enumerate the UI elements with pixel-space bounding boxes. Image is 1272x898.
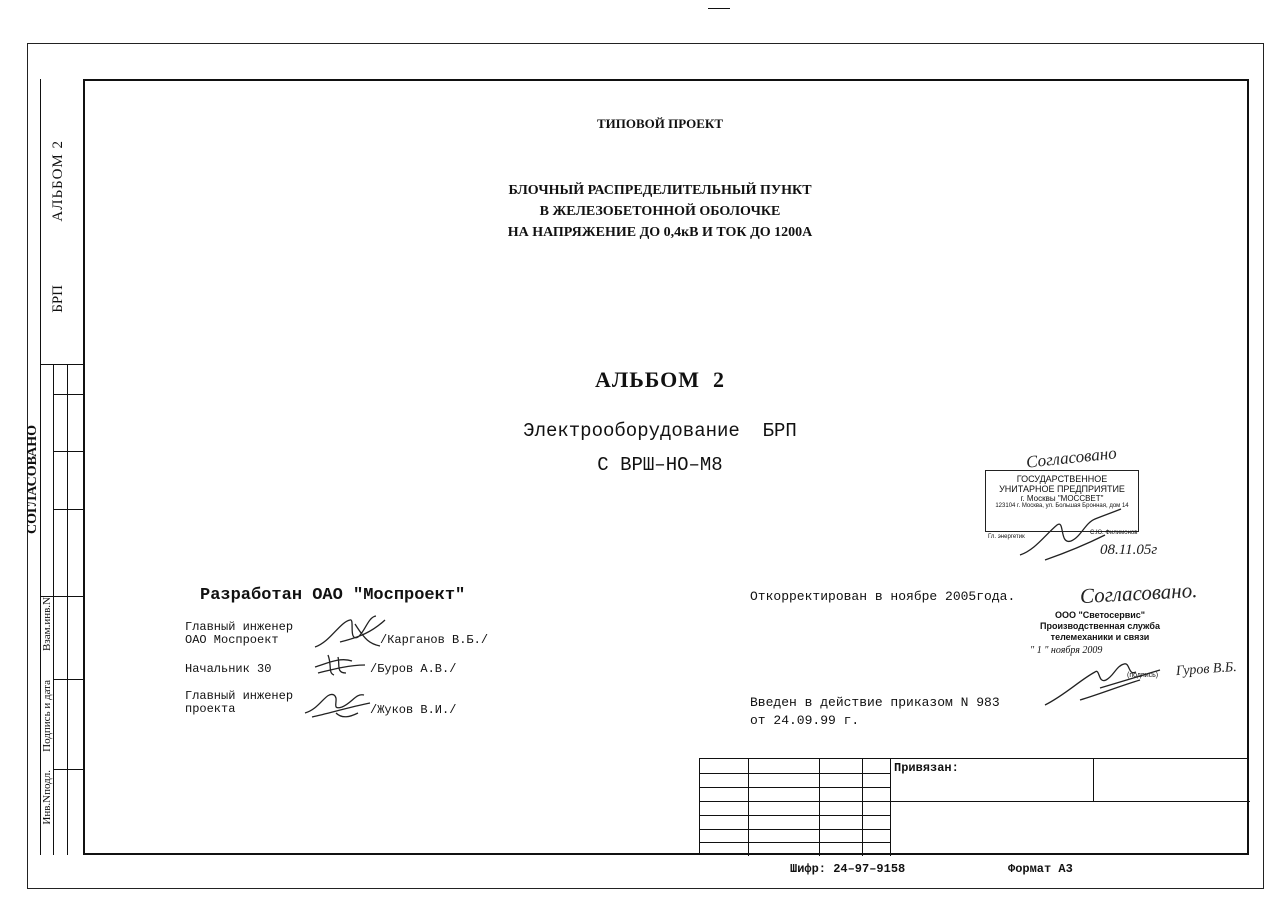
signature-burov xyxy=(310,651,370,679)
side-replace-label: Взам.инв.N xyxy=(41,597,53,651)
developer-role-1: Главный инженер ОАО Моспроект xyxy=(185,620,294,647)
side-sign-date-label: Подпись и дата xyxy=(41,680,53,752)
title-line-3: НА НАПРЯЖЕНИЕ ДО 0,4кВ И ТОК ДО 1200А xyxy=(507,225,813,240)
format-label: Формат А3 xyxy=(1008,862,1073,876)
signature-stamp-2 xyxy=(1040,650,1180,710)
bound-label: Привязан: xyxy=(894,761,959,775)
stamp-svetoservis-line-2: Производственная служба xyxy=(1040,621,1160,631)
stamp-mossvet-line-2: УНИТАРНОЕ ПРЕДПРИЯТИЕ xyxy=(999,484,1125,494)
album-title: АЛЬБОМ 2 xyxy=(594,367,726,392)
order-line-1: Введен в действие приказом N 983 xyxy=(750,695,1000,710)
stamp-svetoservis-line-1: ООО "Светосервис" xyxy=(1054,610,1146,620)
side-brp-label: БРП xyxy=(50,285,66,313)
stamp-mossvet-line-3: г. Москвы "МОССВЕТ" xyxy=(1020,494,1104,503)
document-type-label: ТИПОВОЙ ПРОЕКТ xyxy=(596,116,723,131)
stamp-mossvet-line-5: Гл. энергетик xyxy=(988,534,1025,540)
side-agreed-label: СОГЛАСОВАНО xyxy=(25,425,40,534)
signature-stamp-1 xyxy=(1015,505,1125,565)
order-line-2: от 24.09.99 г. xyxy=(750,713,860,728)
stamp-svetoservis-sign-caption: (подпись) xyxy=(1127,672,1159,679)
stamp-svetoservis xyxy=(1025,610,1175,643)
top-tick-mark xyxy=(708,8,730,9)
stamp-mossvet-line-1: ГОСУДАРСТВЕННОЕ xyxy=(1016,474,1108,484)
developer-name-2: /Буров А.В./ xyxy=(370,662,457,676)
album-subtitle-1: Электрооборудование БРП xyxy=(523,420,797,442)
handwritten-agreed-2: Согласовано. xyxy=(1079,577,1198,609)
developer-name-3: /Жуков В.И./ xyxy=(370,703,457,717)
side-inv-label: Инв.Nподл. xyxy=(41,770,53,825)
title-block xyxy=(699,758,1249,855)
handwritten-date-2: " 1 " ноября 2009 xyxy=(1030,645,1103,656)
developer-role-2: Начальник 30 xyxy=(185,662,272,676)
side-album-label: АЛЬБОМ 2 xyxy=(50,140,66,222)
handwritten-surname: Гуров В.Б. xyxy=(1175,659,1238,680)
corrected-note: Откорректирован в ноябре 2005года. xyxy=(750,589,1016,604)
developer-role-3: Главный инженер проекта xyxy=(185,689,294,716)
handwritten-date-1: 08.11.05г xyxy=(1100,542,1158,558)
stamp-mossvet-line-6: С.Ю. Филимонов xyxy=(1090,530,1138,536)
title-line-2: В ЖЕЛЕЗОБЕТОННОЙ ОБОЛОЧКЕ xyxy=(539,204,781,219)
cipher-label: Шифр: 24–97–9158 xyxy=(790,862,906,876)
signature-zhukov xyxy=(300,683,375,723)
signature-karganov xyxy=(310,612,390,654)
album-subtitle-2: С ВРШ–НО–М8 xyxy=(597,454,723,476)
developer-name-1: /Карганов В.Б./ xyxy=(380,633,489,647)
handwritten-agreed-1: Согласовано xyxy=(1025,443,1118,472)
developer-title: Разработан ОАО "Моспроект" xyxy=(200,586,466,605)
title-line-1: БЛОЧНЫЙ РАСПРЕДЕЛИТЕЛЬНЫЙ ПУНКТ xyxy=(508,183,812,198)
stamp-mossvet-line-4: 123104 г. Москва, ул. Большая Бронная, дом 14 xyxy=(995,503,1129,509)
stamp-svetoservis-line-3: телемеханики и связи xyxy=(1050,632,1150,642)
